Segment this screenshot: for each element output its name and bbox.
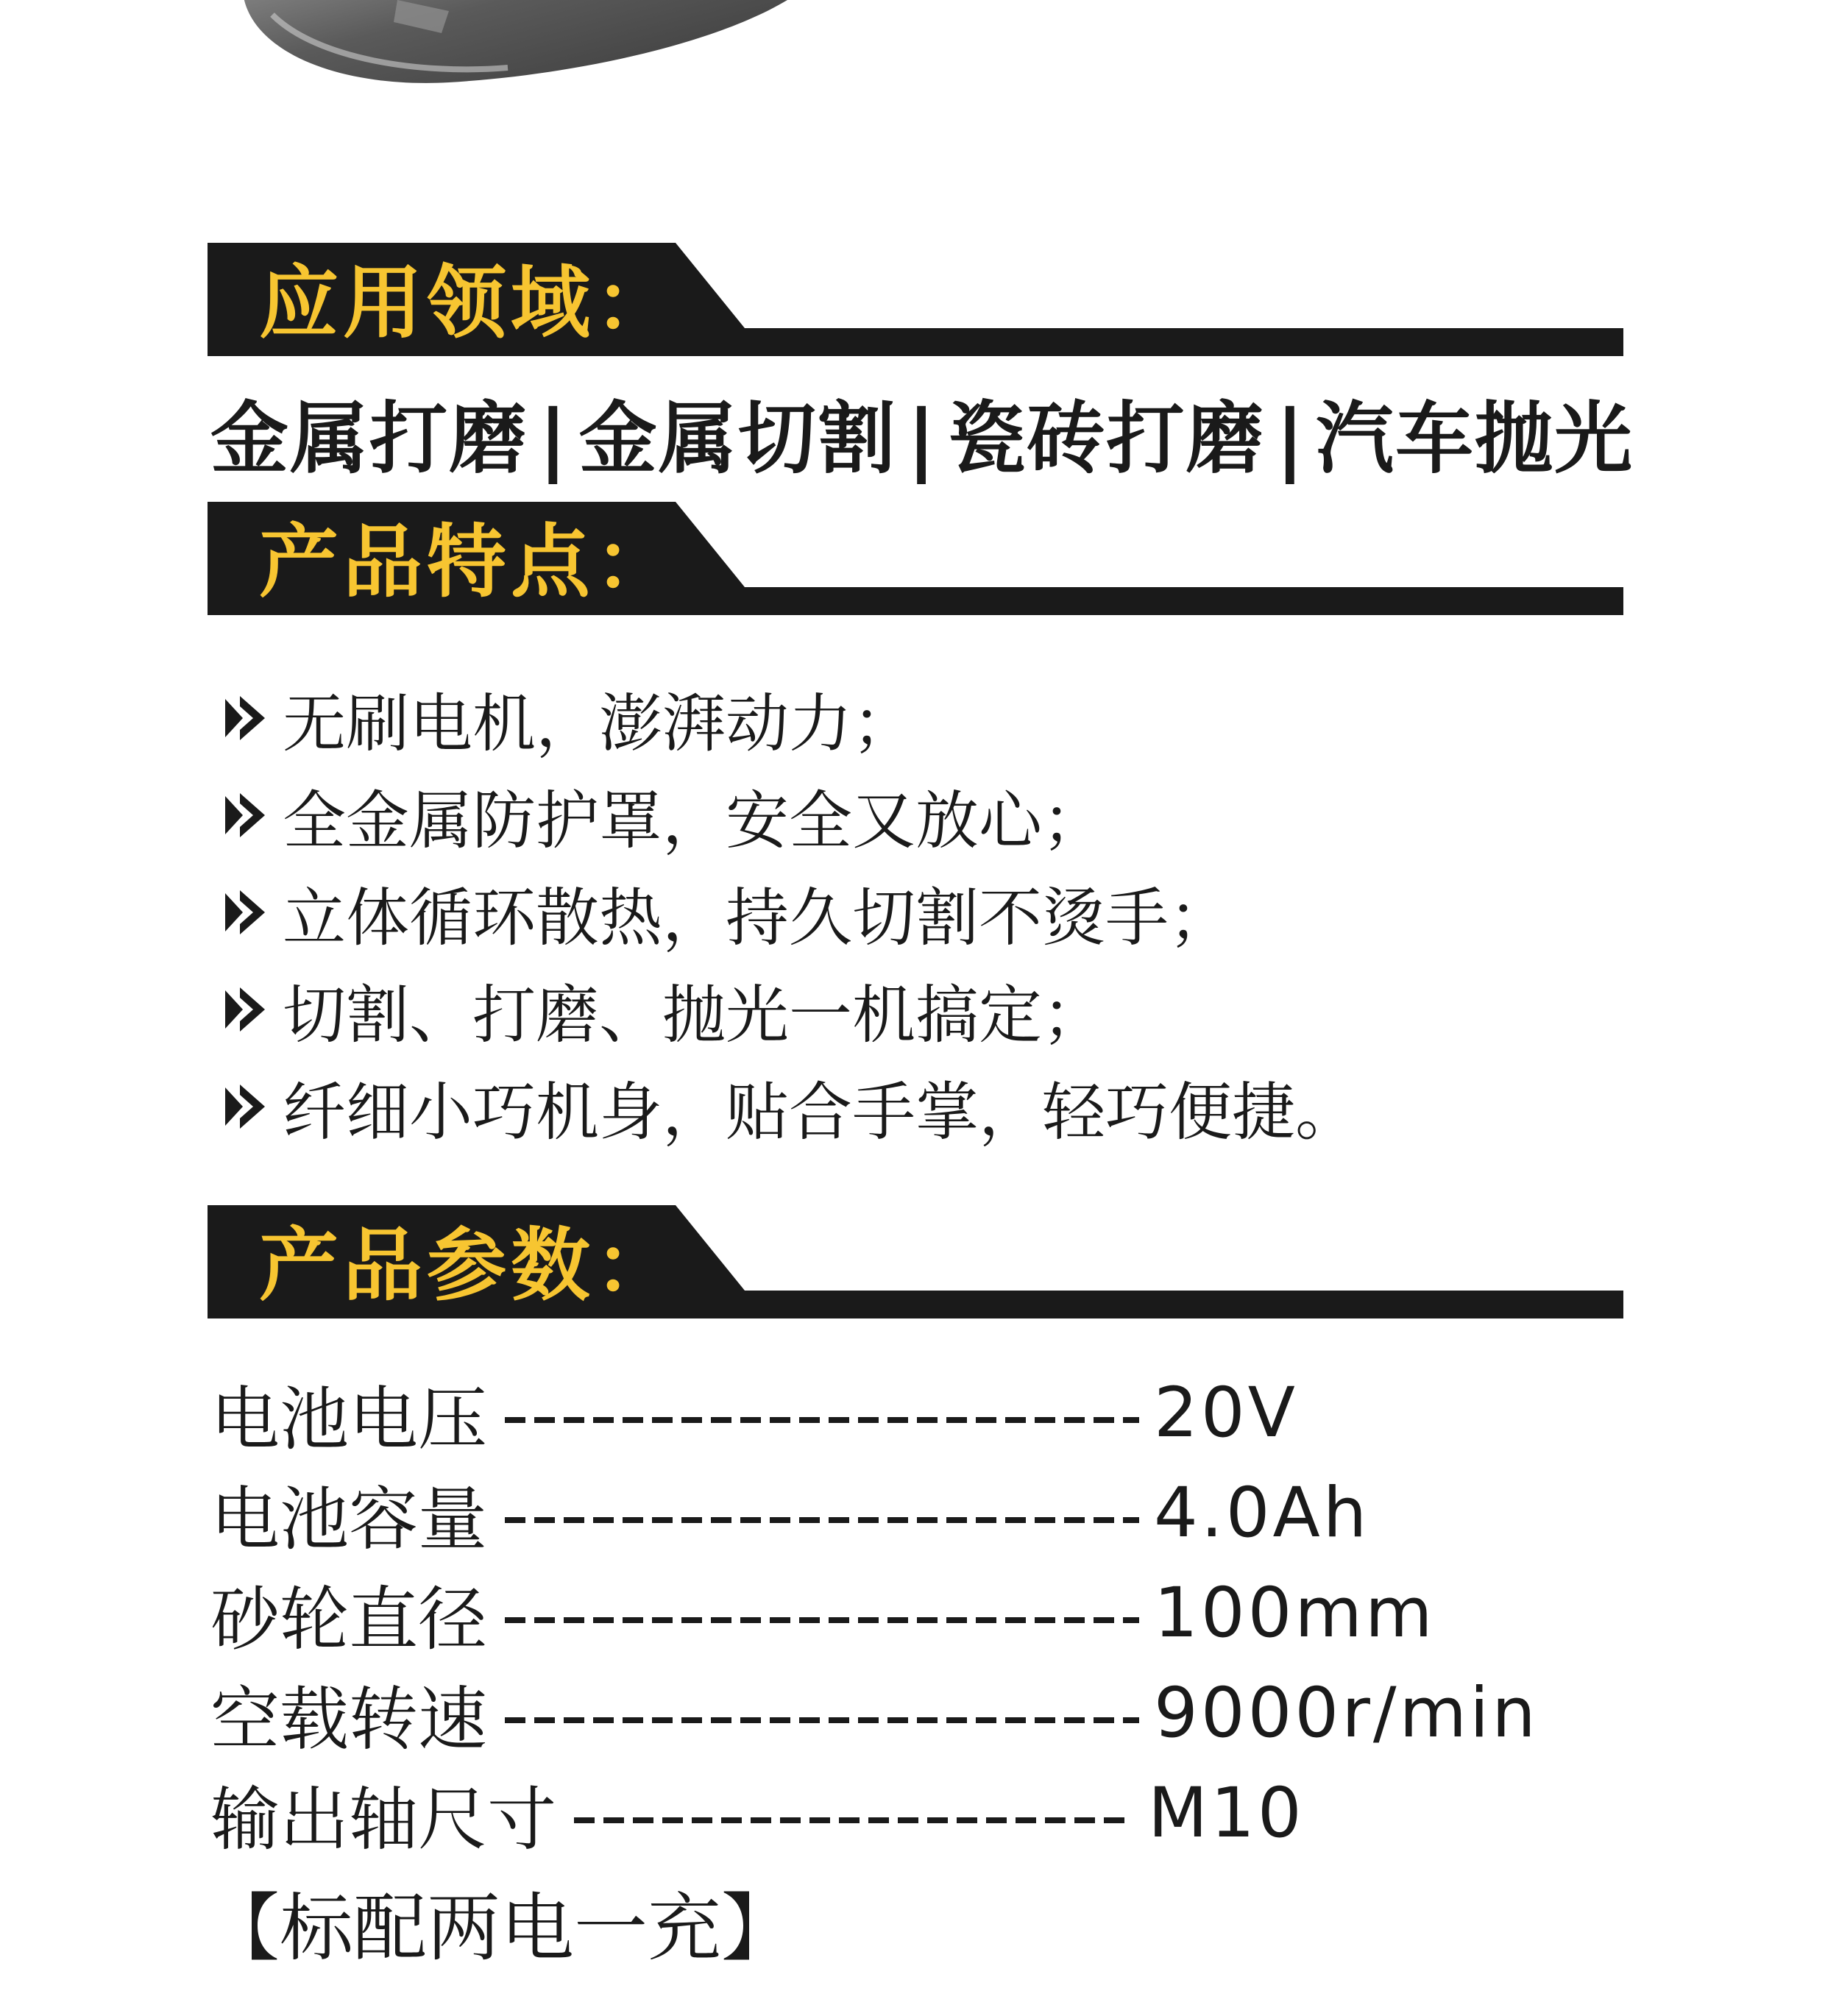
spec-value: 4.0Ah [1154,1472,1370,1553]
spec-leader-dashes [505,1517,1139,1523]
applications-header [208,243,1623,361]
specs-title: 产品参数： [259,1220,679,1312]
application-separator: | [907,394,938,484]
feature-text: 全金属防护罩，安全又放心； [283,784,1105,858]
spec-row [210,1463,1623,1563]
product-image [228,0,832,88]
features-header [208,502,1623,620]
spec-label: 输出轴尺寸 [210,1779,557,1860]
application-item: 汽车抛光 [1316,394,1634,484]
feature-item [221,767,1358,864]
spec-value: 20V [1154,1372,1298,1453]
features-list [221,670,1358,1155]
spec-row [210,1663,1623,1763]
feature-text: 立体循环散热，持久切割不烫手； [283,881,1232,955]
double-chevron-right-icon [221,886,274,939]
spec-row [210,1563,1623,1663]
double-chevron-right-icon [221,983,274,1036]
application-separator: | [1275,394,1306,484]
feature-item [221,864,1358,961]
spec-row [210,1763,1623,1863]
applications-title: 应用领域： [259,258,679,349]
feature-item [221,1058,1358,1155]
applications-list [210,377,1634,489]
spec-value: M10 [1148,1772,1305,1853]
application-item: 金属打磨 [210,394,528,484]
spec-label: 电池容量 [210,1479,488,1560]
spec-label: 空载转速 [210,1679,488,1760]
application-separator: | [539,394,569,484]
spec-label: 砂轮直径 [210,1579,488,1660]
spec-value: 9000r/min [1154,1672,1539,1753]
standard-package-note: 【标配两电一充】 [206,1885,795,1971]
spec-row [210,1363,1623,1463]
spec-value: 100mm [1154,1572,1436,1653]
spec-leader-dashes [505,1617,1139,1623]
spec-leader-dashes [574,1817,1133,1823]
spec-leader-dashes [505,1417,1139,1423]
spec-leader-dashes [505,1717,1139,1723]
specs-header [208,1205,1623,1323]
application-item: 金属切割 [578,394,897,484]
feature-item [221,961,1358,1058]
feature-text: 无刷电机，澎湃动力； [283,687,915,761]
double-chevron-right-icon [221,1080,274,1133]
feature-text: 纤细小巧机身，贴合手掌，轻巧便捷。 [283,1076,1358,1149]
spec-label: 电池电压 [210,1379,488,1460]
feature-text: 切割、打磨、抛光一机搞定； [283,979,1105,1052]
double-chevron-right-icon [221,789,274,842]
feature-item [221,670,1358,767]
features-title: 产品特点： [259,517,679,608]
specs-table [210,1363,1623,1863]
double-chevron-right-icon [221,692,274,745]
application-item: 瓷砖打磨 [947,394,1266,484]
